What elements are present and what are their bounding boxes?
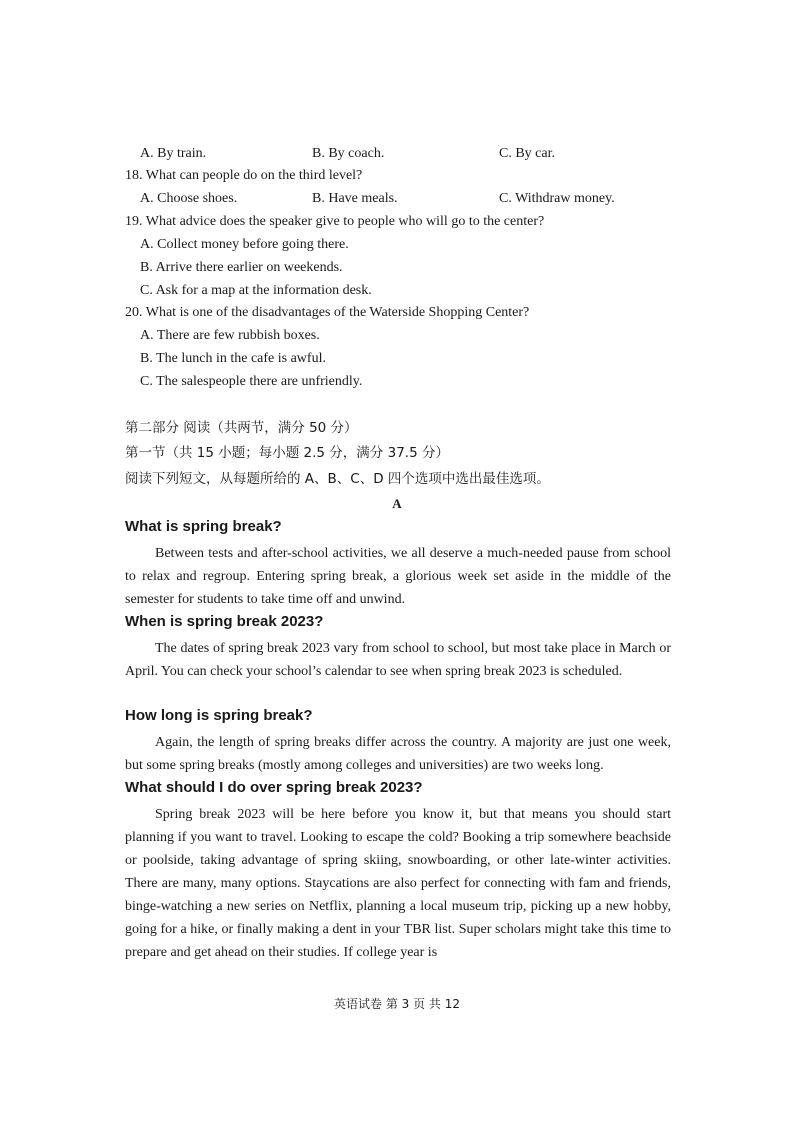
q18-option-c: C. Withdraw money. xyxy=(499,191,615,206)
q20-question: 20. What is one of the disadvantages of the Waterside Shopping Center? xyxy=(125,305,530,320)
q17-option-b: B. By coach. xyxy=(312,146,385,161)
q18-option-a: A. Choose shoes. xyxy=(140,191,238,206)
paragraph-3-text: Again, the length of spring breaks differ across the country. A majority are just one week, but some spring breaks (mostly among colleges and universities) are two weeks long. xyxy=(125,735,671,773)
q20-option-c: C. The salespeople there are unfriendly. xyxy=(140,374,363,389)
paragraph-2 xyxy=(125,637,671,683)
paragraph-4 xyxy=(125,803,671,964)
paragraph-3 xyxy=(125,731,671,777)
heading-how-long: How long is spring break? xyxy=(125,707,313,724)
q17-option-c: C. By car. xyxy=(499,146,555,161)
heading-when-is-spring-break: When is spring break 2023? xyxy=(125,613,324,630)
q20-option-a: A. There are few rubbish boxes. xyxy=(140,328,320,343)
q20-option-b: B. The lunch in the cafe is awful. xyxy=(140,351,326,366)
passage-label: A xyxy=(392,496,402,511)
q19-option-a: A. Collect money before going there. xyxy=(140,237,349,252)
q17-option-a: A. By train. xyxy=(140,146,207,161)
paragraph-2-text: The dates of spring break 2023 vary from school to school, but most take place in March or April. You can check your school’s calendar to see when spring break 2023 is scheduled. xyxy=(125,641,671,679)
part2-title: 第二部分 阅读（共两节，满分 50 分） xyxy=(125,420,358,436)
q19-question: 19. What advice does the speaker give to people who will go to the center? xyxy=(125,214,545,229)
q18-option-b: B. Have meals. xyxy=(312,191,398,206)
section1-title: 第一节（共 15 小题；每小题 2.5 分，满分 37.5 分） xyxy=(125,445,449,461)
page-footer: 英语试卷 第 3 页 共 12 xyxy=(334,997,460,1011)
paragraph-1-text: Between tests and after-school activities, we all deserve a much-needed pause from school to relax and regroup. Entering spring break, a glorious week set aside in the middle of the semester for students to take time off and unwind. xyxy=(125,546,671,607)
section1-instruction: 阅读下列短文，从每题所给的 A、B、C、D 四个选项中选出最佳选项。 xyxy=(125,471,550,487)
q19-option-b: B. Arrive there earlier on weekends. xyxy=(140,260,343,275)
q18-question: 18. What can people do on the third level? xyxy=(125,168,363,183)
heading-what-should-i-do: What should I do over spring break 2023? xyxy=(125,779,423,796)
paragraph-4-text: Spring break 2023 will be here before you know it, but that means you should start planning if you want to travel. Looking to escape the cold? Booking a trip somewhere beachside or poolside, taking advantage of spring skiing, snowboarding, or other late-winter activities. There are many, many options. Staycations are also perfect for connecting with fam and friends, binge-watching a new series on Netflix, planning a local museum trip, picking up a new hobby, going for a hike, or finally making a dent in your TBR list. Super scholars might take this time to prepare and get ahead on their studies. If college year is xyxy=(125,807,671,960)
heading-what-is-spring-break: What is spring break? xyxy=(125,518,282,535)
paragraph-1 xyxy=(125,542,671,611)
q19-option-c: C. Ask for a map at the information desk. xyxy=(140,283,372,298)
